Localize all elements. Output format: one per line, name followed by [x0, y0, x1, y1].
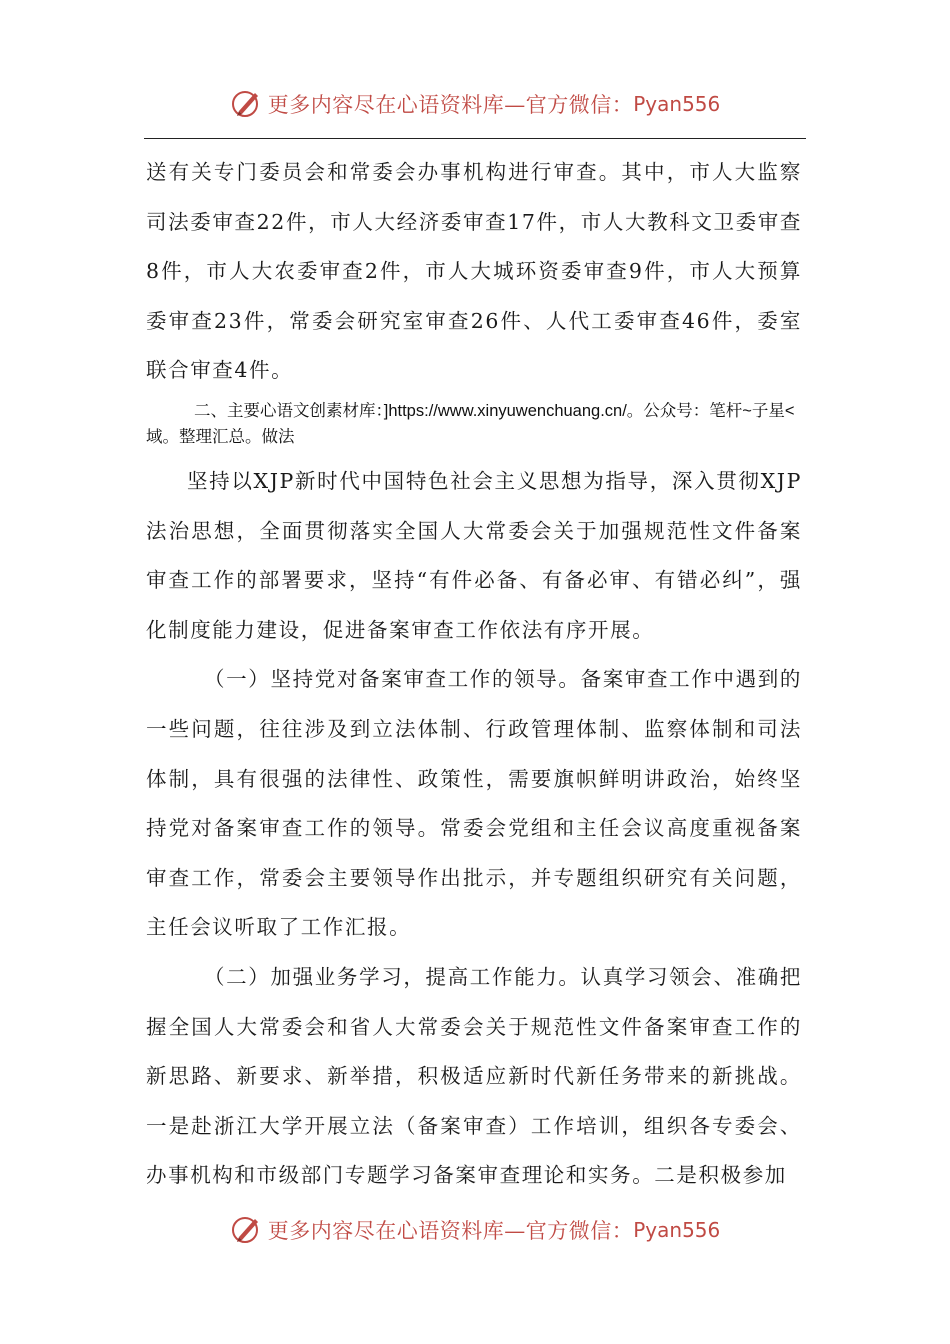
paragraph-party-leadership: （一）坚持党对备案审查工作的领导。备案审查工作中遇到的一些问题，往往涉及到立法体制、行政管理体制、监察体制和司法体制，具有很强的法律性、政策性，需要旗帜鲜明讲政治，始终坚持党对备案审查工作的领导。常委会党组和主任会议高度重视备案审查工作，常委会主要领导作出批示，并专题组织研究有关问题，主任会议听取了工作汇报。: [146, 667, 802, 940]
footer-banner-text: 更多内容尽在心语资料库—官方微信：: [267, 1219, 634, 1243]
inserted-section-heading: 二、主要心语文创素材库：]https://www.xinyuwenchuang.cn/。公众号：笔杆~子星<域。整理汇总。做法: [146, 401, 795, 446]
document-body: [146, 148, 802, 1201]
paragraph-business-learning: （二）加强业务学习，提高工作能力。认真学习领会、准确把握全国人大常委会和省人大常委会关于规范性文件备案审查工作的新思路、新要求、新举措，积极适应新时代新任务带来的新挑战。一是赴浙江大学开展立法（备案审查）工作培训，组织各专委会、办事机构和市级部门专题学习备案审查理论和实务。二是积极参加: [146, 964, 802, 1188]
paragraph-review-stats: 送有关专门委员会和常委会办事机构进行审查。其中，市人大监察司法委审查22件，市人大经济委审查17件，市人大教科文卫委审查8件，市人大农委审查2件，市人大城环资委审查9件，市人大预算委审查23件，常委会研究室审查26件、人代工委审查46件，委室联合审查4件。: [146, 160, 802, 383]
header-wechat-id: Pyan556: [633, 92, 721, 116]
paragraph-guiding-principle: 坚持以XJP新时代中国特色社会主义思想为指导，深入贯彻XJP法治思想，全面贯彻落实全国人大常委会关于加强规范性文件备案审查工作的部署要求，坚持“有件必备、有备必审、有错必纠”，强化制度能力建设，促进备案审查工作依法有序开展。: [146, 468, 802, 642]
footer-wechat-id: Pyan556: [633, 1218, 721, 1242]
pen-logo-icon: [230, 1213, 264, 1247]
pen-logo-icon: [230, 87, 264, 121]
footer-banner: [0, 1208, 950, 1252]
header-banner: [0, 82, 950, 126]
header-divider: [144, 138, 806, 139]
header-banner-text: 更多内容尽在心语资料库—官方微信：: [267, 93, 634, 117]
